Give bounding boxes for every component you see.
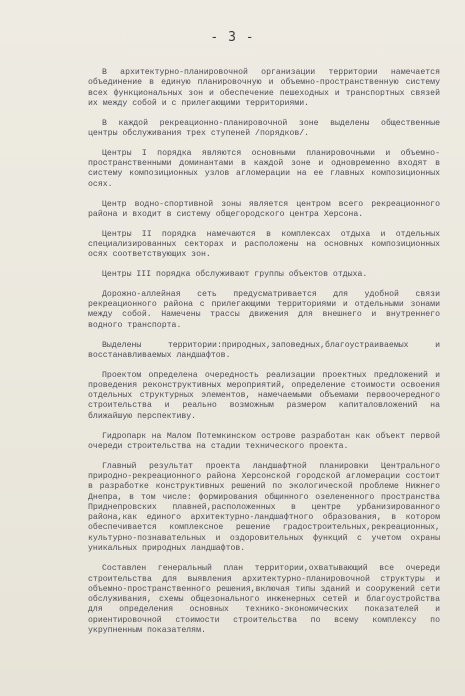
paragraph-water-sports-center: Центр водно-спортивной зоны является центром всего рекреационного района и входит в систему общегородского центра Херсона. <box>88 199 440 220</box>
paragraph-hydropark: Гидропарк на Малом Потемкинском острове разработан как объект первой очереди строительства на стадии технического проекта. <box>88 432 440 452</box>
paragraph-general-plan: Составлен генеральный план территории,охватывающий все очереди строительства для выявления архитектурно-планировочной структуры и объемно-пространственного решения,включая типы зданий и сооружений сети обслуживания, схемы общезонального инженерных сетей и благоустройства для определения основных технико-экономических показателей и ориентировочной стоимости строительства по всему комплексу по укрупненным показателям. <box>88 564 440 636</box>
paragraph-landscape-territories: Выделены территории:природных,заповедных,благоустраиваемых и восстанавливаемых ландшафтов. <box>88 340 440 361</box>
paragraph-centers-order-3: Центры III порядка обслуживают группы объектов отдыха. <box>102 270 368 280</box>
paragraph-centers-order-2: Центры II порядка намечаются в комплексах отдыха и отдельных специализированных секторах и расположены на основных композиционных осях соответствующих зон. <box>88 229 440 260</box>
paragraph-planning-organization: В архитектурно-планировочной организации территории намечается объединение в единую планировочную и объемно-пространственную систему всех функциональных зон и обеспечение пешеходных и транспортных связей их между собой и с прилегающими территориями. <box>88 68 440 108</box>
page-number: - 3 - <box>210 30 255 45</box>
paragraph-service-centers: В каждой рекреационно-планировочной зоне выделены общественные центры обслуживания трех ступеней /порядков/. <box>88 119 440 139</box>
document-body <box>88 68 440 646</box>
paragraph-construction-phases: Проектом определена очередность реализации проектных предложений и проведения реконструктивных мероприятий, определение стоимости освоения отдельных структурных элементов, намечаемыми объемами первоочередного строительства и реально возможным размером капиталовложений на ближайшую перспективу. <box>88 370 440 421</box>
paragraph-centers-order-1: Центры I порядка являются основными планировочными и объемно-пространственными доминантами в каждой зоне и одновременно входят в систему композиционных узлов агломерации на ее главных композиционных осях. <box>88 148 440 189</box>
paragraph-road-network: Дорожно-аллейная сеть предусматривается для удобной связи рекреационного района с прилегающими территориями и отдельными зонами между собой. Намечены трассы движения для внешнего и внутреннего водного транспорта. <box>88 289 440 330</box>
paragraph-main-result: Главный результат проекта ландшафтной планировки Центрального природно-рекреационного района Херсонской городской агломерации состоит в разработке конструктивных решений по экологической проблеме Нижнего Днепра, в том числе: формирования общинного озелененного пространства Приднепровских плавней,расположенных в центре урбанизированного района,как единого архитектурно-ландшафтного образования, в котором обеспечивается комплексное решение градостроительных,рекреационных, культурно-познавательных и оздоровительных функций с учетом охраны уникальных природных ландшафтов. <box>88 461 440 553</box>
